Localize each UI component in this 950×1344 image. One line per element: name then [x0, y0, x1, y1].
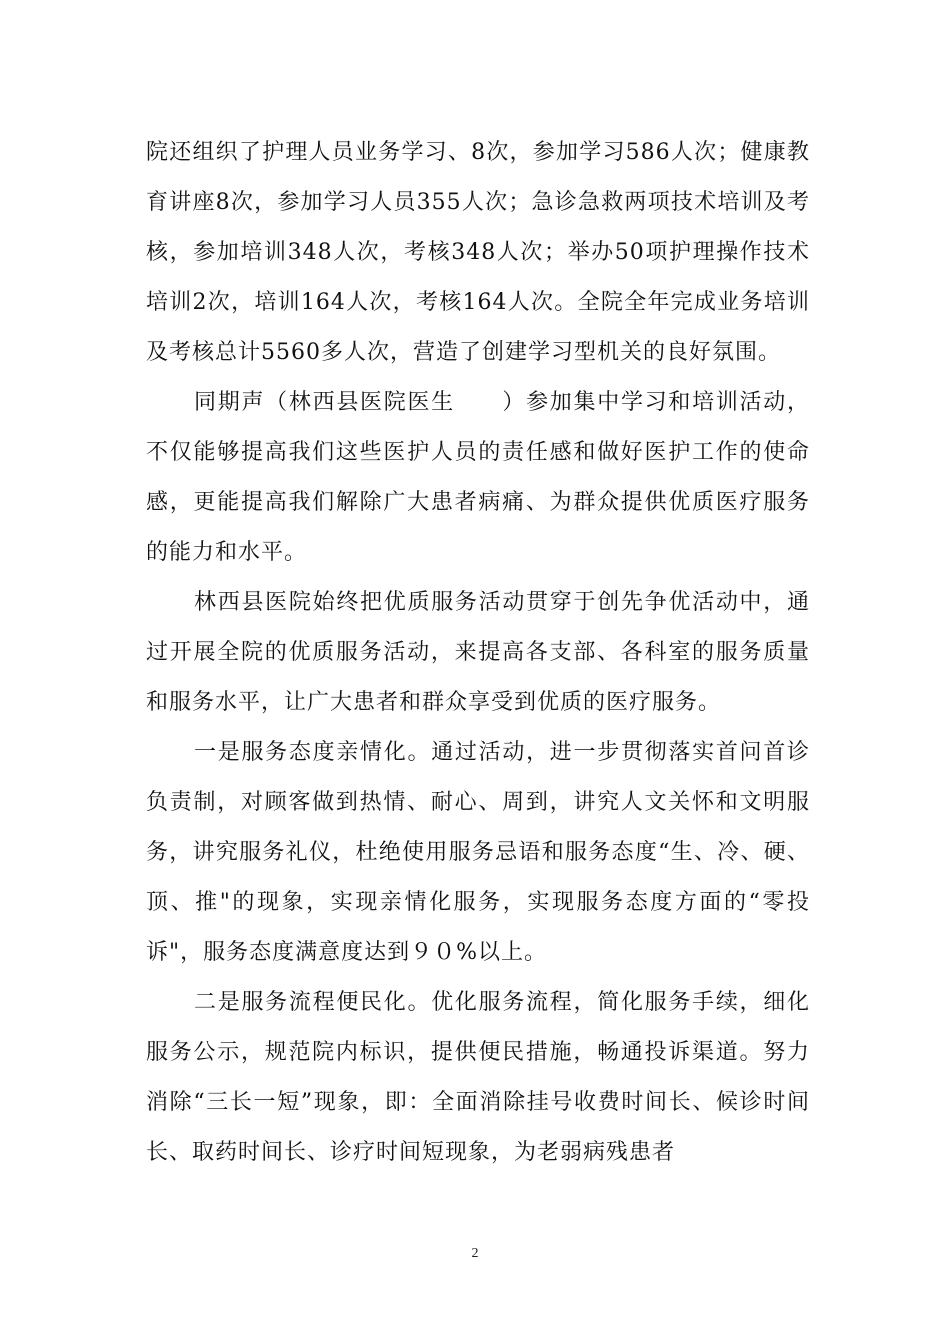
- document-body: [146, 128, 810, 1178]
- paragraph-training-summary: 院还组织了护理人员业务学习、8次，参加学习586人次；健康教育讲座8次，参加学习人员355人次；急诊急救两项技术培训及考核，参加培训348人次，考核348人次；举办50项护理操作技术培训2次，培训164人次，考核164人次。全院全年完成业务培训及考核总计5560多人次，营造了创建学习型机关的良好氛围。: [146, 140, 810, 365]
- paragraph-service-process: 二是服务流程便民化。优化服务流程，简化服务手续，细化服务公示，规范院内标识，提供便民措施，畅通投诉渠道。努力消除“三长一短”现象，即：全面消除挂号收费时间长、候诊时间长、取药时间长、诊疗时间短现象，为老弱病残患者: [146, 990, 810, 1165]
- page-number: 2: [471, 1246, 479, 1261]
- paragraph-doctor-quote: 同期声（林西县医院医生 ）参加集中学习和培训活动，不仅能够提高我们这些医护人员的责任感和做好医护工作的使命感，更能提高我们解除广大患者病痛、为群众提供优质医疗服务的能力和水平。: [146, 390, 810, 565]
- paragraph-service-attitude: 一是服务态度亲情化。通过活动，进一步贯彻落实首问首诊负责制，对顾客做到热情、耐心、周到，讲究人文关怀和文明服务，讲究服务礼仪，杜绝使用服务忌语和服务态度“生、冷、硬、顶、推"的现象，实现亲情化服务，实现服务态度方面的“零投诉"，服务态度满意度达到９０%以上。: [146, 740, 810, 965]
- paragraph-quality-service: 林西县医院始终把优质服务活动贯穿于创先争优活动中，通过开展全院的优质服务活动，来提高各支部、各科室的服务质量和服务水平，让广大患者和群众享受到优质的医疗服务。: [146, 590, 810, 715]
